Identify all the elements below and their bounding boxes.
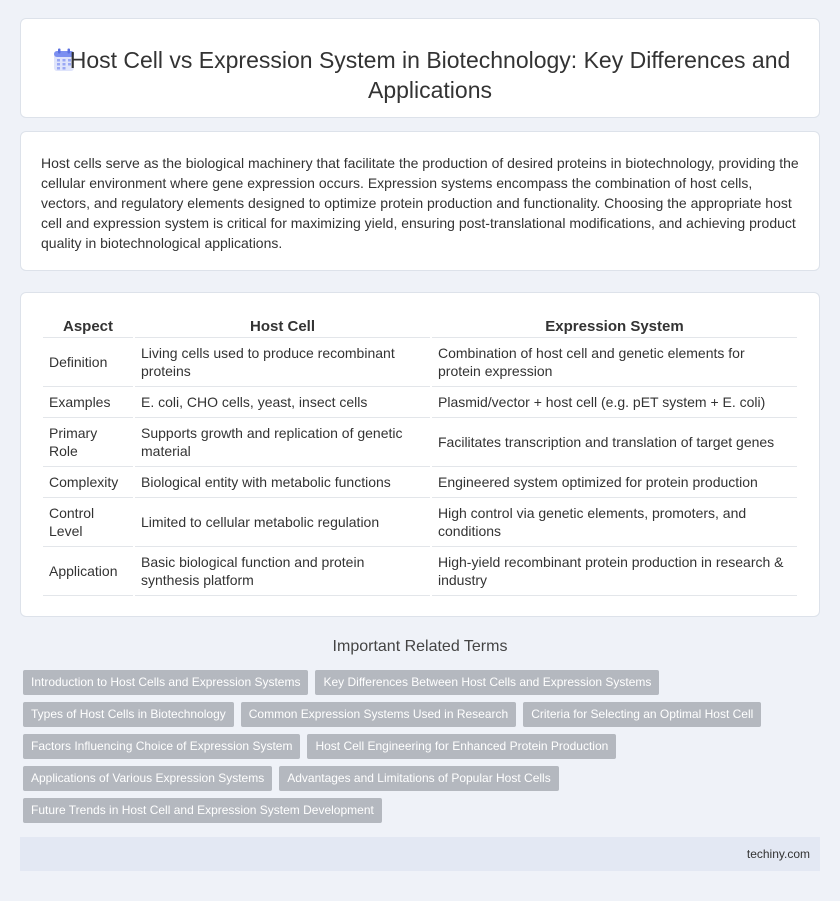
cell-expression-system: Facilitates transcription and translation of target genes	[432, 418, 797, 467]
table-row	[43, 387, 797, 418]
related-term-tag[interactable]: Criteria for Selecting an Optimal Host Cell	[523, 702, 761, 727]
table-row	[43, 418, 797, 467]
table-row	[43, 498, 797, 547]
cell-expression-system: Plasmid/vector + host cell (e.g. pET system + E. coli)	[432, 387, 797, 418]
cell-aspect: Application	[43, 547, 133, 596]
cell-aspect: Definition	[43, 338, 133, 387]
related-term-tag[interactable]: Advantages and Limitations of Popular Host Cells	[279, 766, 558, 791]
footer	[20, 837, 820, 871]
related-terms-list	[23, 670, 823, 830]
cell-host-cell: E. coli, CHO cells, yeast, insect cells	[135, 387, 430, 418]
header-host-cell: Host Cell	[135, 314, 430, 338]
title-card	[20, 18, 820, 118]
page-title: Host Cell vs Expression System in Biotechnology: Key Differences and Applications	[69, 47, 791, 103]
cell-host-cell: Limited to cellular metabolic regulation	[135, 498, 430, 547]
related-term-tag[interactable]: Host Cell Engineering for Enhanced Protein Production	[307, 734, 616, 759]
cell-expression-system: High-yield recombinant protein production in research & industry	[432, 547, 797, 596]
cell-aspect: Complexity	[43, 467, 133, 498]
related-term-tag[interactable]: Applications of Various Expression Systems	[23, 766, 272, 791]
cell-host-cell: Living cells used to produce recombinant proteins	[135, 338, 430, 387]
cell-host-cell: Biological entity with metabolic functions	[135, 467, 430, 498]
table-row	[43, 338, 797, 387]
header-aspect: Aspect	[43, 314, 133, 338]
cell-aspect: Primary Role	[43, 418, 133, 467]
related-term-tag[interactable]: Common Expression Systems Used in Research	[241, 702, 516, 727]
cell-expression-system: High control via genetic elements, promoters, and conditions	[432, 498, 797, 547]
comparison-table	[41, 314, 799, 596]
intro-paragraph: Host cells serve as the biological machinery that facilitate the production of desired proteins in biotechnology, providing the cellular environment where gene expression occurs. Expression systems encompass the combination of host cells, vectors, and regulatory elements designed to optimize protein production and functionality. Choosing the appropriate host cell and expression system is critical for maximizing yield, ensuring post-translational modifications, and achieving product quality in biotechnological applications.	[41, 155, 799, 251]
intro-card	[20, 131, 820, 271]
table-row	[43, 467, 797, 498]
cell-host-cell: Basic biological function and protein synthesis platform	[135, 547, 430, 596]
related-term-tag[interactable]: Factors Influencing Choice of Expression System	[23, 734, 300, 759]
related-term-tag[interactable]: Future Trends in Host Cell and Expression System Development	[23, 798, 382, 823]
table-row	[43, 547, 797, 596]
table-header-row	[43, 314, 797, 338]
related-term-tag[interactable]: Types of Host Cells in Biotechnology	[23, 702, 234, 727]
comparison-table-card	[20, 292, 820, 617]
footer-site-link[interactable]: techiny.com	[746, 847, 810, 861]
cell-aspect: Examples	[43, 387, 133, 418]
cell-expression-system: Engineered system optimized for protein production	[432, 467, 797, 498]
cell-host-cell: Supports growth and replication of genetic material	[135, 418, 430, 467]
cell-expression-system: Combination of host cell and genetic elements for protein expression	[432, 338, 797, 387]
header-expression-system: Expression System	[432, 314, 797, 338]
related-term-tag[interactable]: Introduction to Host Cells and Expression Systems	[23, 670, 308, 695]
cell-aspect: Control Level	[43, 498, 133, 547]
related-term-tag[interactable]: Key Differences Between Host Cells and Expression Systems	[315, 670, 659, 695]
related-terms-title: Important Related Terms	[332, 638, 508, 655]
